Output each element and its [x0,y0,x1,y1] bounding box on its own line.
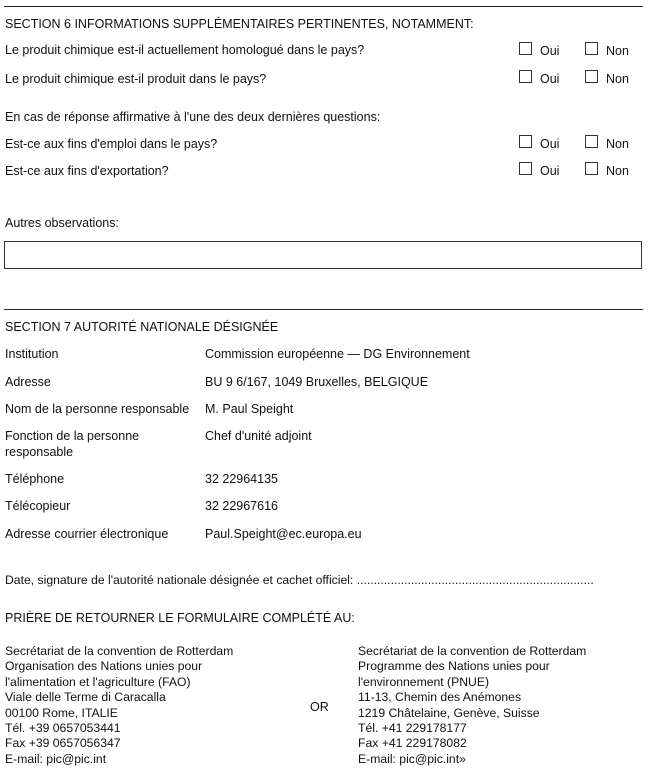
field-label-function-line2: responsable [5,445,74,459]
address-line: Organisation des Nations unies pour [5,659,203,674]
section6-title: SECTION 6 INFORMATIONS SUPPLÉMENTAIRES PERTINENTES, NOTAMMENT: [5,17,474,31]
field-value-person: M. Paul Speight [205,402,294,416]
address-line: Viale delle Terme di Caracalla [5,690,166,705]
section6-top-rule [4,6,643,7]
checkbox-export-non[interactable] [585,162,598,175]
affirmative-note: En cas de réponse affirmative à l'une des deux dernières questions: [5,110,381,124]
address-line: 00100 Rome, ITALIE [5,705,118,720]
address-line: l'environnement (PNUE) [358,674,490,689]
label-oui: Oui [540,137,560,151]
checkbox-domestic-oui[interactable] [519,135,532,148]
field-value-function: Chef d'unité adjoint [205,429,312,443]
field-label-address: Adresse [5,375,51,389]
return-title: PRIÈRE DE RETOURNER LE FORMULAIRE COMPLÉTÉ AU: [5,611,355,625]
question-registered: Le produit chimique est-il actuellement homologué dans le pays? [5,43,365,57]
label-non: Non [606,72,629,86]
address-fao [5,644,233,767]
checkbox-produced-oui[interactable] [519,70,532,83]
address-line: l'alimentation et l'agriculture (FAO) [5,674,191,689]
field-value-email: Paul.Speight@ec.europa.eu [205,527,362,541]
address-line: 1219 Châtelaine, Genève, Suisse [358,705,540,720]
field-value-fax: 32 22967616 [205,499,278,513]
checkbox-registered-non[interactable] [585,42,598,55]
signature-line: Date, signature de l'autorité nationale désignée et cachet officiel: ...................................................................... [5,573,594,587]
address-line: E-mail: pic@pic.int» [358,751,466,766]
address-line: Secrétariat de la convention de Rotterdam [5,644,234,658]
address-unep [358,644,586,767]
address-line: Tél. +39 0657053441 [5,721,121,736]
question-export: Est-ce aux fins d'exportation? [5,164,169,178]
question-produced: Le produit chimique est-il produit dans le pays? [5,72,267,86]
address-line: Tél. +41 229178177 [358,721,467,736]
section7-title: SECTION 7 AUTORITÉ NATIONALE DÉSIGNÉE [5,320,279,334]
address-line: Secrétariat de la convention de Rotterdam [358,644,587,658]
label-oui: Oui [540,72,560,86]
address-line: Programme des Nations unies pour [358,659,550,674]
question-domestic-use: Est-ce aux fins d'emploi dans le pays? [5,137,218,151]
checkbox-export-oui[interactable] [519,162,532,175]
label-oui: Oui [540,44,560,58]
field-value-institution: Commission européenne — DG Environnement [205,347,470,361]
field-label-function: Fonction de la personne [5,429,140,443]
address-line: 11-13, Chemin des Anémones [358,690,522,705]
field-label-fax: Télécopieur [5,499,71,513]
address-line: E-mail: pic@pic.int [5,751,107,766]
field-label-phone: Téléphone [5,472,65,486]
observations-label: Autres observations: [5,216,119,230]
label-non: Non [606,137,629,151]
field-value-phone: 32 22964135 [205,472,278,486]
label-oui: Oui [540,164,560,178]
observations-field[interactable] [4,241,642,269]
address-line: Fax +41 229178082 [358,736,467,751]
section7-top-rule [4,309,643,310]
field-value-address: BU 9 6/167, 1049 Bruxelles, BELGIQUE [205,375,429,389]
label-non: Non [606,44,629,58]
or-separator: OR [310,700,329,714]
checkbox-registered-oui[interactable] [519,42,532,55]
field-label-email: Adresse courrier électronique [5,527,169,541]
checkbox-domestic-non[interactable] [585,135,598,148]
field-label-person: Nom de la personne responsable [5,402,190,416]
checkbox-produced-non[interactable] [585,70,598,83]
label-non: Non [606,164,629,178]
field-label-institution: Institution [5,347,59,361]
address-line: Fax +39 0657056347 [5,736,121,751]
